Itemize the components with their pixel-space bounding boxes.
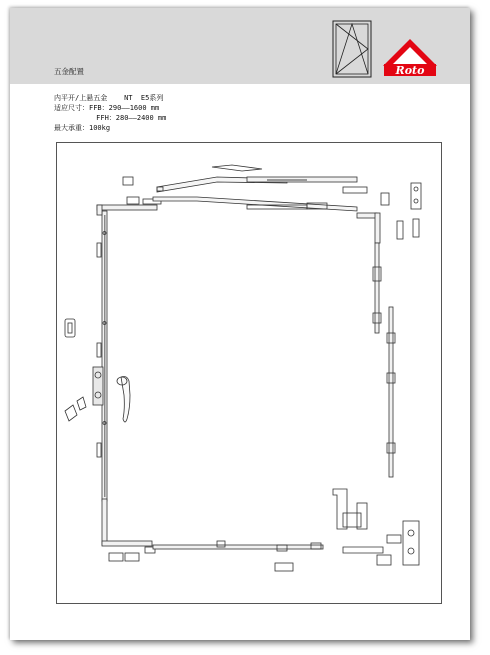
window-handle [117, 377, 130, 423]
hardware-diagram-frame [56, 142, 442, 604]
drive-gear [93, 367, 103, 405]
spec-max-load: 最大承重：100kg [54, 124, 111, 132]
left-keeps [65, 319, 86, 421]
page-title: 五金配置 [54, 67, 84, 76]
brand-wordmark: Roto [395, 64, 425, 77]
bottom-right-brackets [333, 489, 419, 565]
spec-height-range: FFH：280——2400 mm [54, 114, 167, 122]
spec-width-range: 适应尺寸：FFB：290——1600 mm [54, 104, 160, 112]
hardware-diagram [57, 143, 441, 603]
document-page [10, 8, 470, 640]
window-sash-icon [332, 20, 372, 78]
bottom-rail [153, 541, 323, 571]
left-espagnolette [97, 211, 107, 501]
spec-series: 内平开/上悬五金 NT E5系列 [54, 94, 164, 102]
bottom-left-corner [102, 499, 155, 561]
right-rods [373, 243, 395, 477]
spec-block [54, 93, 166, 133]
roto-logo [382, 38, 438, 78]
